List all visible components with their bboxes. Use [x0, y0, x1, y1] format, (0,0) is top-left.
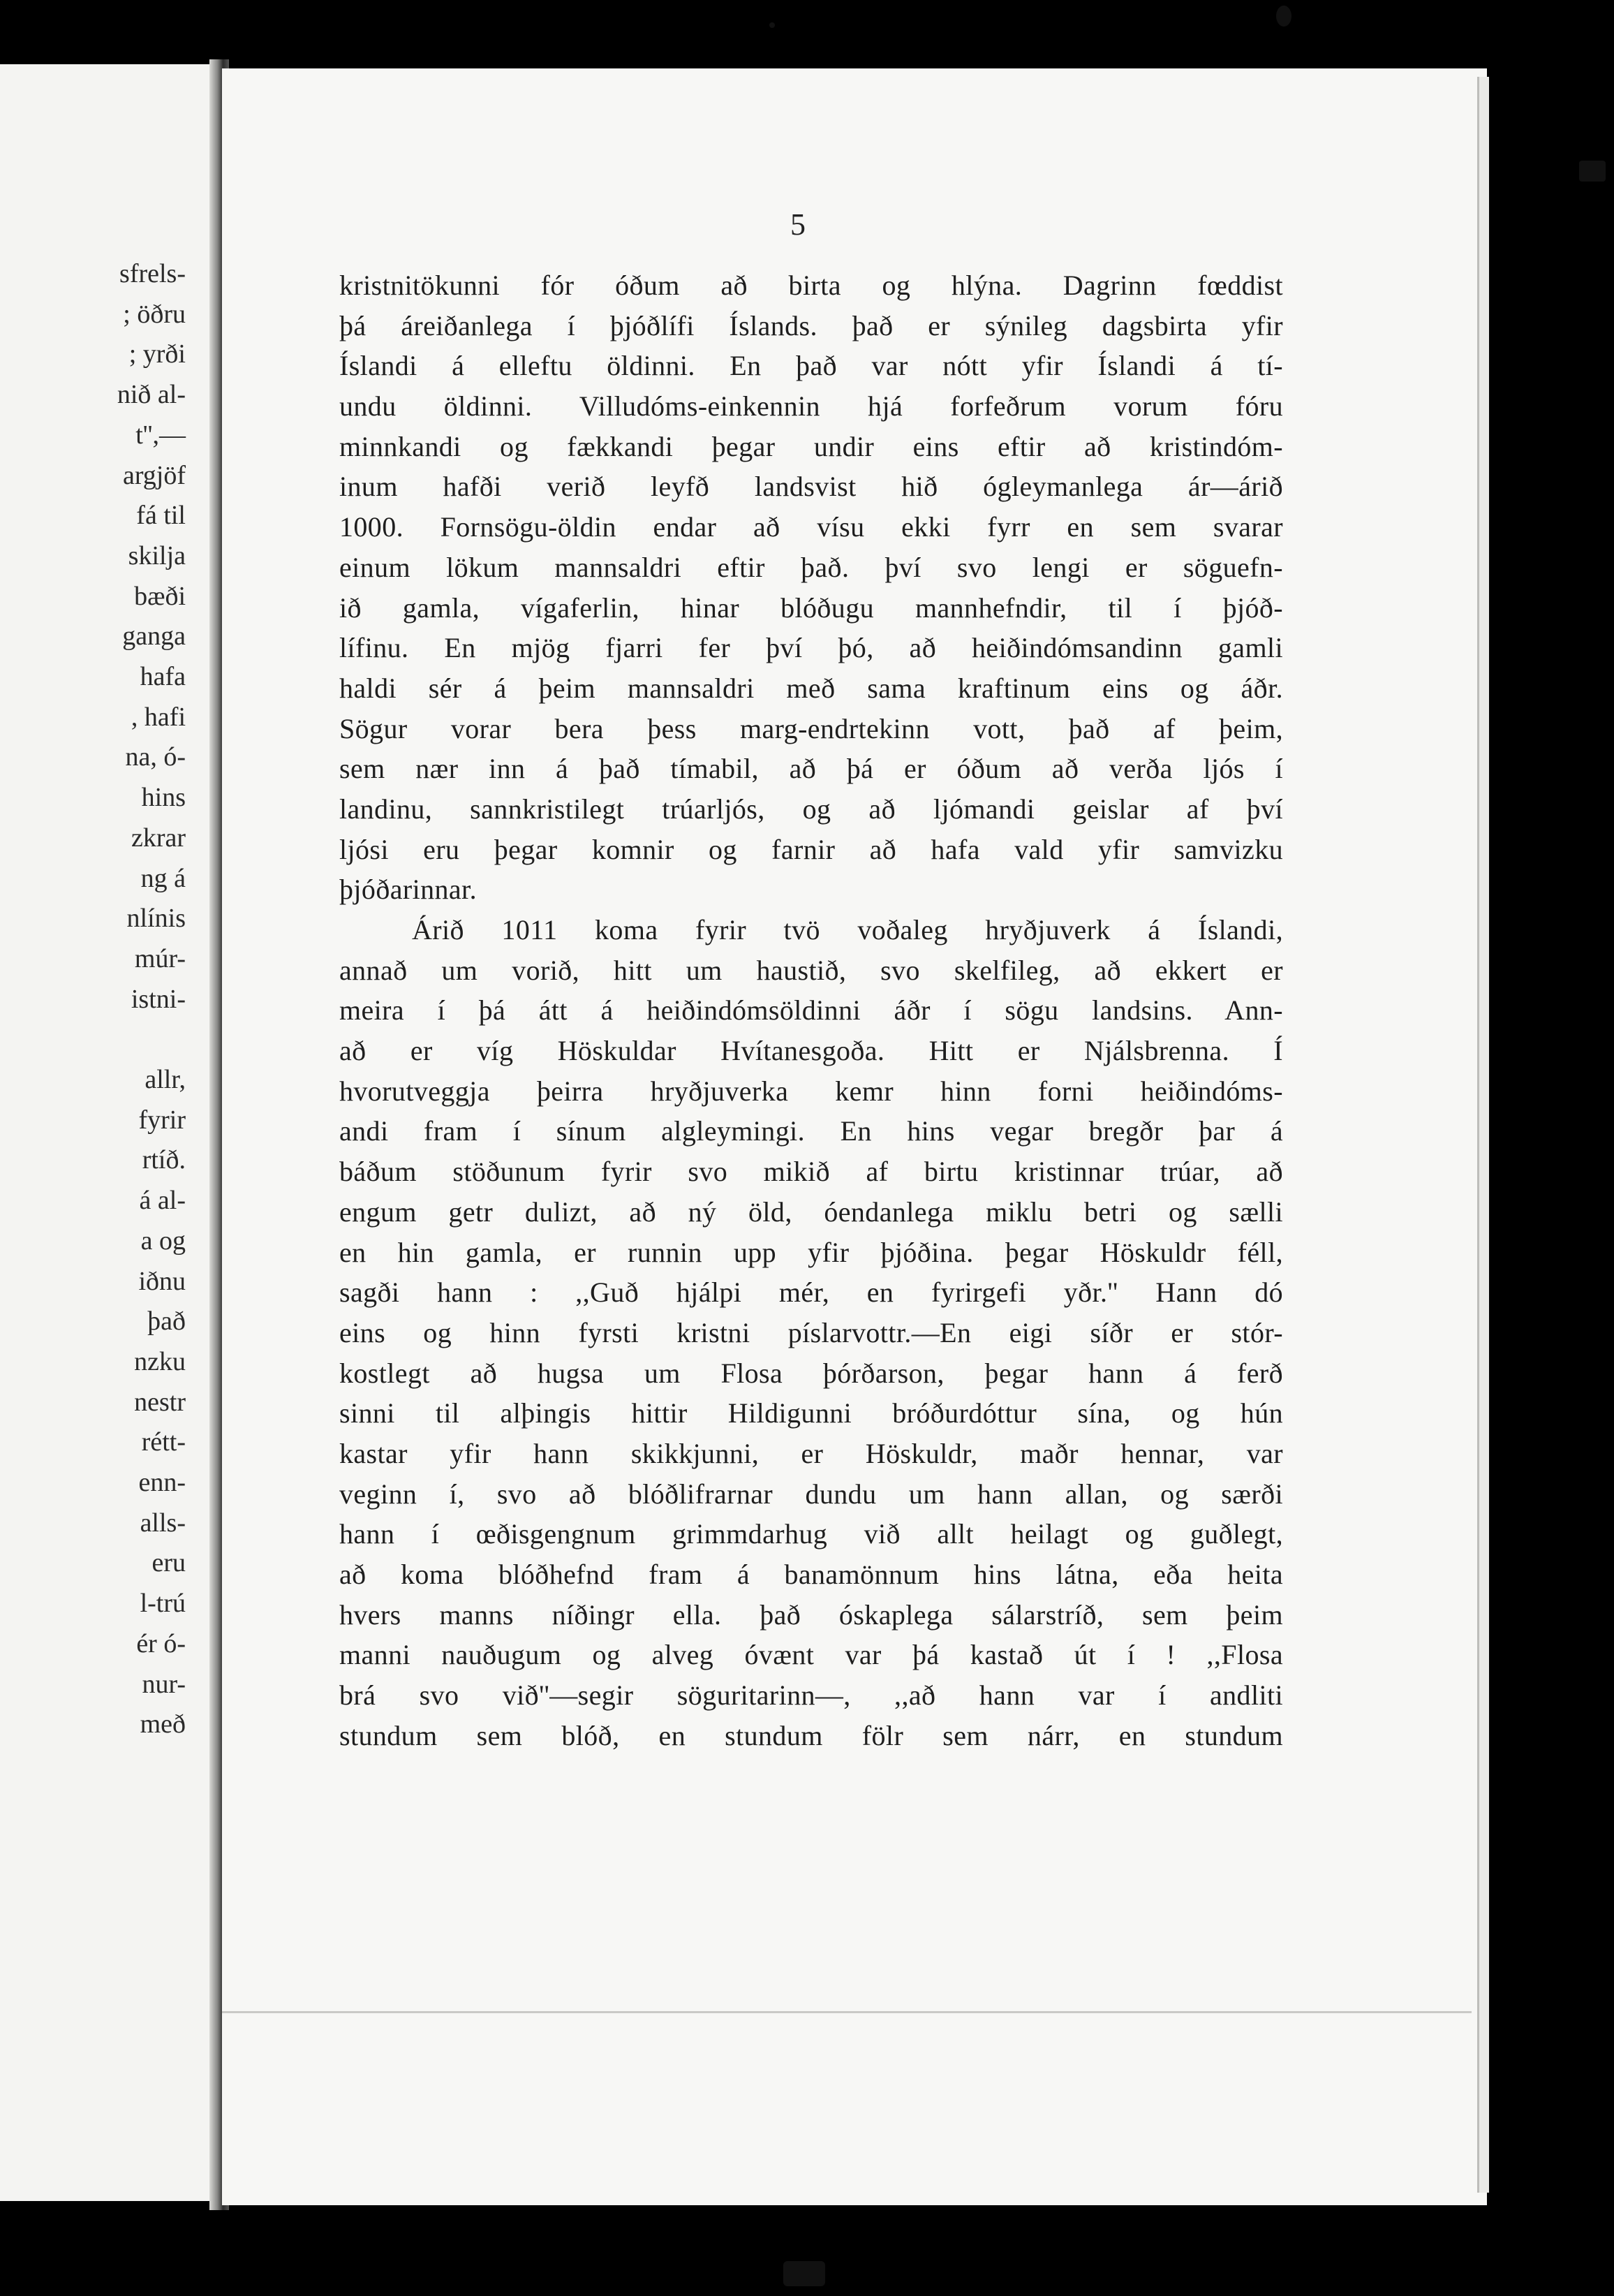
left-page-fragment: nið al-	[117, 380, 186, 410]
text-line: Árið 1011 koma fyrir tvö voðaleg hryðjuverk á Íslandi,	[412, 914, 1283, 945]
text-line: minnkandi og fækkandi þegar undir eins eftir að kristindóm-	[339, 430, 1283, 462]
left-page-fragment: ; yrði	[128, 339, 186, 369]
scan-speck	[769, 22, 775, 28]
text-line: hvers manns níðingr ella. það óskaplega sálarstríð, sem þeim	[339, 1598, 1283, 1631]
page-bottom-rule	[222, 2011, 1472, 2013]
left-page-fragment: t'',—	[135, 420, 186, 450]
left-page-fragment: iðnu	[138, 1266, 186, 1296]
text-line: að koma blóðhefnd fram á banamönnum hins látna, eða heita	[339, 1559, 1283, 1590]
text-line: inum hafði verið leyfð landsvist hið ógleymanlega ár—árið	[339, 471, 1283, 503]
left-page-fragment: alls-	[140, 1508, 186, 1538]
left-page-fragment: nlínis	[126, 904, 186, 934]
left-facing-page	[0, 64, 222, 2201]
text-line: sagði hann : ,,Guð hjálpi mér, en fyrirgefi yðr.'' Hann dó	[339, 1276, 1283, 1309]
left-page-fragment: nur-	[142, 1669, 186, 1699]
text-line: þjóðarinnar.	[339, 874, 477, 906]
text-line: sinni til alþingis hittir Hildigunni bróðurdóttur sína, og hún	[339, 1397, 1283, 1429]
left-page-fragment: sfrels-	[119, 259, 186, 288]
text-line: en hin gamla, er runnin upp yfir þjóðina. þegar Höskuldr féll,	[339, 1236, 1283, 1268]
text-line: haldi sér á þeim mannsaldri með sama kraftinum eins og áðr.	[339, 672, 1283, 704]
left-page-fragment: ; öðru	[123, 299, 186, 329]
left-page-fragment: l-trú	[140, 1589, 186, 1619]
text-line: kristnitökunni fór óðum að birta og hlýna. Dagrinn fœddist	[339, 270, 1283, 301]
left-page-fragment: rétt-	[141, 1427, 186, 1457]
text-line: brá svo við''—segir söguritarinn—, ,,að hann var í andliti	[339, 1679, 1283, 1712]
left-page-fragment: a og	[140, 1226, 186, 1256]
text-line: ið gamla, vígaferlin, hinar blóðugu mannhefndir, til í þjóð-	[339, 591, 1283, 624]
page-edge	[1477, 77, 1489, 2193]
text-line: eins og hinn fyrsti kristni píslarvottr.—En eigi síðr er stór-	[339, 1316, 1283, 1348]
left-page-fragment: zkrar	[131, 823, 186, 853]
text-line: landinu, sannkristilegt trúarljós, og að ljómandi geislar af því	[339, 793, 1283, 825]
page-number: 5	[790, 207, 806, 242]
left-page-fragment: bæði	[134, 581, 186, 611]
text-line: lífinu. En mjög fjarri fer því þó, að heiðindómsandinn gamli	[339, 632, 1283, 664]
text-line: annað um vorið, hitt um haustið, svo skelfileg, að ekkert er	[339, 954, 1283, 986]
text-line: að er víg Höskuldar Hvítanesgoða. Hitt er Njálsbrenna. Í	[339, 1035, 1283, 1067]
left-page-fragment: fá til	[136, 501, 186, 531]
left-page-fragment: allr,	[145, 1065, 186, 1094]
left-page-fragment: ng á	[140, 863, 186, 893]
text-line: meira í þá átt á heiðindómsöldinni áðr í sögu landsins. Ann-	[339, 994, 1283, 1026]
left-page-fragment: múr-	[134, 943, 186, 973]
left-page-fragment: enn-	[138, 1468, 186, 1497]
text-line: Sögur vorar bera þess marg-endrtekinn vott, það af þeim,	[339, 712, 1283, 744]
left-page-fragment: nzku	[134, 1346, 186, 1376]
text-line: engum getr dulizt, að ný öld, óendanlega miklu betri og sælli	[339, 1195, 1283, 1228]
scan-speck	[1276, 6, 1291, 27]
left-page-fragment: ganga	[122, 621, 186, 652]
text-line: kastar yfir hann skikkjunni, er Höskuldr, maðr hennar, var	[339, 1437, 1283, 1469]
left-page-fragment: , hafi	[131, 702, 186, 732]
text-line: 1000. Fornsögu-öldin endar að vísu ekki fyrr en sem svarar	[339, 511, 1283, 543]
text-line: kostlegt að hugsa um Flosa þórðarson, þegar hann á ferð	[339, 1357, 1283, 1389]
text-line: veginn í, svo að blóðlifrarnar dundu um hann allan, og særði	[339, 1478, 1283, 1510]
text-line: stundum sem blóð, en stundum fölr sem nárr, en stundum	[339, 1719, 1283, 1751]
left-page-fragment: hafa	[140, 662, 186, 691]
left-page-fragment: nestr	[134, 1387, 186, 1417]
text-line: hvorutveggja þeirra hryðjuverka kemr hinn forni heiðindóms-	[339, 1075, 1283, 1107]
text-line: þá áreiðanlega í þjóðlífi Íslands. það er sýnileg dagsbirta yfir	[339, 309, 1283, 341]
left-page-fragment: argjöf	[122, 460, 186, 490]
text-line: undu öldinni. Villudóms-einkennin hjá forfeðrum vorum fóru	[339, 390, 1283, 422]
text-line: einum lökum mannsaldri eftir það. því svo lengi er söguefn-	[339, 551, 1283, 583]
left-page-fragment: skilja	[128, 540, 186, 571]
left-page-fragment: það	[147, 1307, 186, 1337]
body-text	[339, 265, 1283, 1756]
left-page-fragment: hins	[141, 783, 186, 813]
left-page-fragment: fyrir	[138, 1105, 186, 1135]
text-line: báðum stöðunum fyrir svo mikið af birtu kristinnar trúar, að	[339, 1156, 1283, 1188]
left-page-fragment: á al-	[139, 1186, 186, 1216]
text-line: hann í œðisgengnum grimmdarhug við allt heilagt og guðlegt,	[339, 1518, 1283, 1550]
left-page-fragment: ér ó-	[136, 1628, 186, 1658]
text-line: andi fram í sínum algleymingi. En hins vegar bregðr þar á	[339, 1115, 1283, 1147]
text-line: ljósi eru þegar komnir og farnir að hafa vald yfir samvizku	[339, 833, 1283, 865]
left-page-fragment: með	[140, 1709, 186, 1739]
scan-speck	[783, 2261, 825, 2286]
scan-speck	[1579, 161, 1606, 182]
text-line: sem nær inn á það tímabil, að þá er óðum að verða ljós í	[339, 753, 1283, 785]
left-page-fragment: na, ó-	[125, 742, 186, 772]
left-page-fragment: eru	[151, 1548, 186, 1578]
left-page-fragment: rtíð.	[142, 1145, 186, 1175]
left-page-fragment: istni-	[131, 984, 186, 1014]
text-line: Íslandi á elleftu öldinni. En það var nótt yfir Íslandi á tí-	[339, 350, 1283, 382]
text-line: manni nauðugum og alveg óvænt var þá kastað út í ! ,,Flosa	[339, 1639, 1283, 1671]
